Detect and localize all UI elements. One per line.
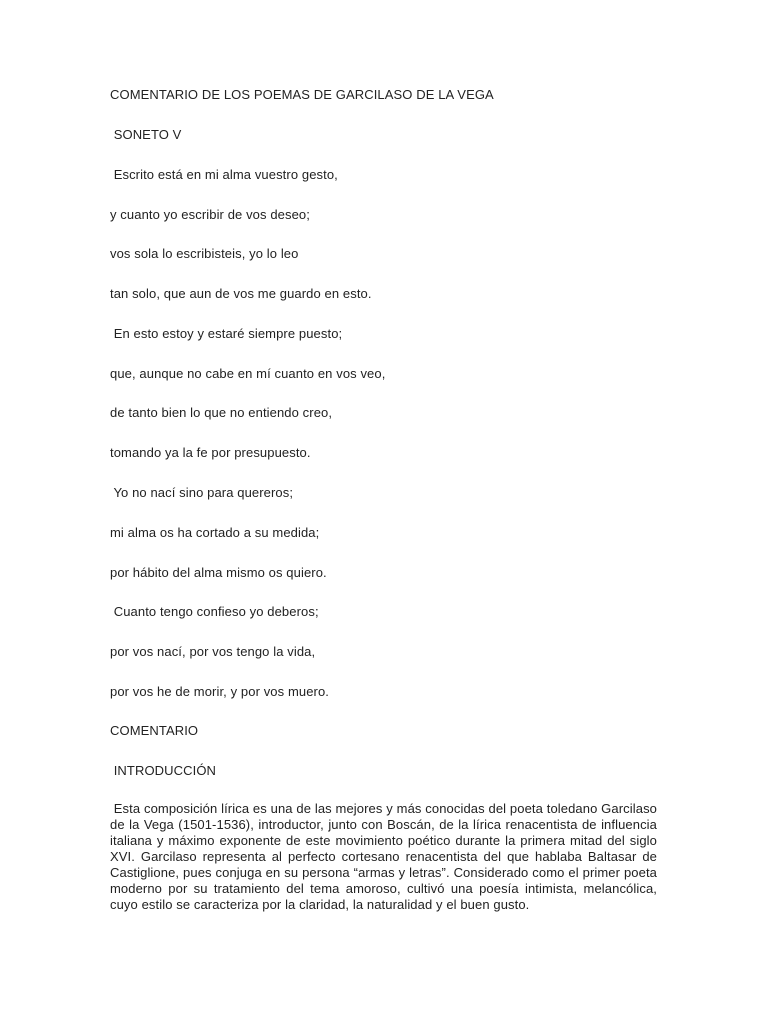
poem-line: por hábito del alma mismo os quiero. (110, 565, 327, 580)
poem-line: vos sola lo escribisteis, yo lo leo (110, 246, 299, 261)
poem-line: Yo no nací sino para quereros; (110, 485, 294, 500)
document-title: COMENTARIO DE LOS POEMAS DE GARCILASO DE LA VEGA (110, 87, 494, 102)
poem-line: En esto estoy y estaré siempre puesto; (110, 326, 343, 341)
poem-line: de tanto bien lo que no entiendo creo, (110, 405, 333, 420)
poem-line: mi alma os ha cortado a su medida; (110, 525, 320, 540)
poem-line: por vos nací, por vos tengo la vida, (110, 644, 316, 659)
poem-line: Escrito está en mi alma vuestro gesto, (110, 167, 338, 182)
poem-line: tan solo, que aun de vos me guardo en esto. (110, 286, 372, 301)
intro-heading: INTRODUCCIÓN (110, 763, 217, 778)
comment-heading: COMENTARIO (110, 723, 199, 738)
sonnet-heading: SONETO V (110, 127, 182, 142)
poem-line: que, aunque no cabe en mí cuanto en vos veo, (110, 366, 386, 381)
poem-line: y cuanto yo escribir de vos deseo; (110, 207, 310, 222)
poem-line: por vos he de morir, y por vos muero. (110, 684, 330, 699)
intro-paragraph: Esta composición lírica es una de las mejores y más conocidas del poeta toledano Garcilaso de la Vega (1501-1536), introductor, junto con Boscán, de la lírica renacentista de influencia italiana y máximo exponente de este movimiento poético durante la primera mitad del siglo XVI. Garcilaso representa al perfecto cortesano renacentista del que hablaba Baltasar de Castiglione, pues conjuga en su persona “armas y letras”. Considerado como el primer poeta moderno por su tratamiento del tema amoroso, cultivó una poesía intimista, melancólica, cuyo estilo se caracteriza por la claridad, la naturalidad y el buen gusto. (110, 801, 661, 912)
poem-line: Cuanto tengo confieso yo deberos; (110, 604, 319, 619)
poem-line: tomando ya la fe por presupuesto. (110, 445, 311, 460)
